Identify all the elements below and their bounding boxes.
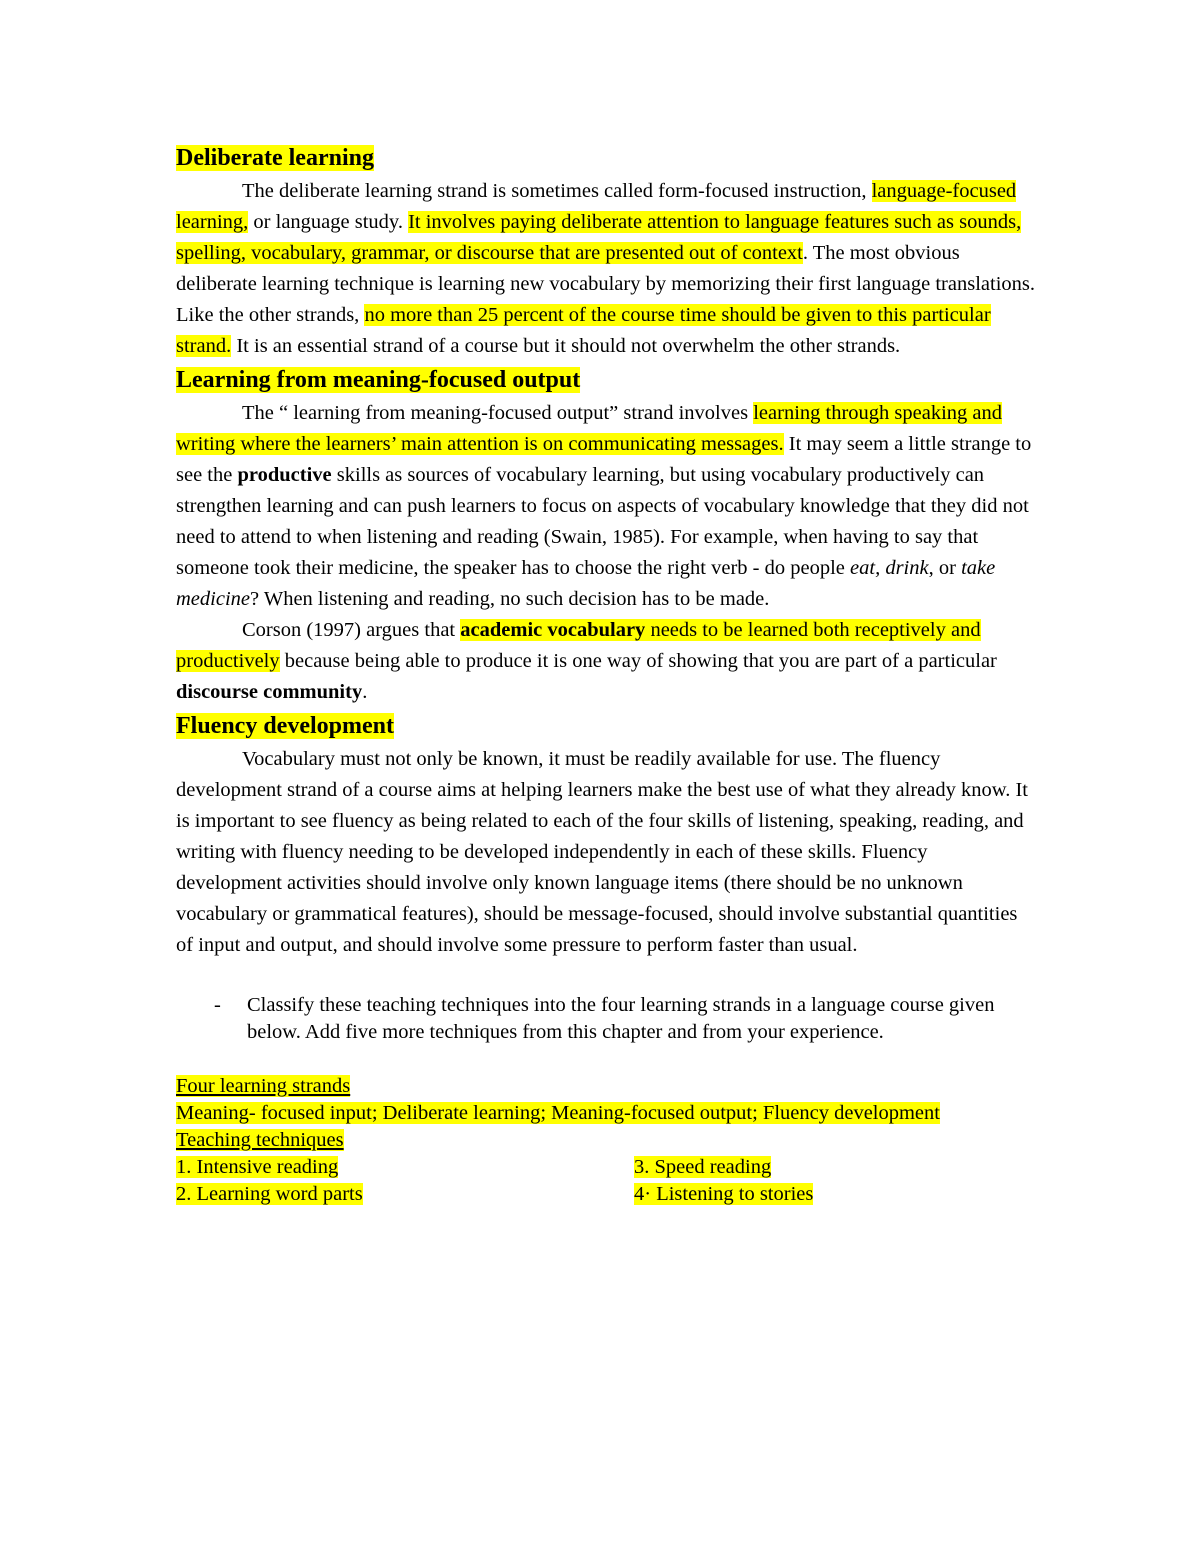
techniques-row-2 [176, 1181, 1036, 1208]
heading-meaning-focused-output [176, 362, 1036, 398]
technique-item: 3. Speed reading [634, 1156, 772, 1178]
paragraph-output-1 [176, 398, 1036, 615]
technique-item: 4· Listening to stories [634, 1183, 814, 1205]
paragraph-deliberate-2 [176, 300, 1036, 362]
highlighted-bold-text: academic vocabulary [460, 619, 646, 641]
text-run: , or [928, 557, 962, 579]
bullet-dash: - [214, 994, 221, 1016]
text-run: skills as sources of vocabulary learning, but using vocabulary productively can strengthen learning and can push learners to focus on aspects of vocabulary knowledge that they did not need to attend to when listening and reading (Swain, 1985). For example, when having to say that someone took their medicine, the speaker has to choose the right verb - do people [176, 464, 1029, 579]
techniques-row-1 [176, 1154, 1036, 1181]
techniques-title: Teaching techniques [176, 1129, 344, 1151]
document-body [176, 140, 1036, 1208]
paragraph-fluency-1: Vocabulary must not only be known, it must be readily available for use. The fluency development strand of a course aims at helping learners make the best use of what they already know. It is important to see fluency as being related to each of the four skills of listening, speaking, reading, and writing with fluency needing to be developed independently in each of these skills. Fluency development activities should involve only known language items (there should be no unknown vocabulary or grammatical features), should be message-focused, should involve substantial quantities of input and output, and should involve some pressure to perform faster than usual. [176, 748, 1028, 956]
text-run: Corson (1997) argues that [242, 619, 461, 641]
italic-text: eat, drink [850, 557, 929, 579]
bold-text: discourse community [176, 681, 363, 703]
heading-text: Learning from meaning-focused output [176, 367, 581, 393]
text-run: . [362, 681, 368, 703]
text-run: The “ learning from meaning-focused output” strand involves [242, 402, 754, 424]
text-run: or language study. [248, 211, 409, 233]
bold-text: productive [237, 464, 332, 486]
italic-text: take medicine [176, 557, 996, 610]
text-run: It is an essential strand of a course but it should not overwhelm the other strands. [231, 335, 901, 357]
text-run: . The most obvious deliberate learning technique is learning new vocabulary by memorizing their first language translations. [176, 242, 1035, 295]
heading-text: Fluency development [176, 713, 394, 739]
text-run: because being able to produce it is one way of showing that you are part of a particular [279, 650, 997, 672]
task-list-item [176, 992, 1036, 1046]
paragraph-output-2 [176, 615, 1036, 708]
highlighted-text: learning through speaking and writing where the learners’ main attention is on communicating messages. [176, 402, 1003, 455]
strands-block [176, 1073, 1036, 1208]
text-run: Like the other strands, [176, 304, 365, 326]
highlighted-text: language-focused learning, [176, 180, 1017, 233]
heading-fluency-development [176, 708, 1036, 744]
strands-list: Meaning- focused input; Deliberate learning; Meaning-focused output; Fluency development [176, 1102, 940, 1124]
task-text: Classify these teaching techniques into the four learning strands in a language course given below. Add five more techniques from this chapter and from your experience. [247, 994, 995, 1043]
text-run: The deliberate learning strand is sometimes called form-focused instruction, [242, 180, 872, 202]
technique-item: 1. Intensive reading [176, 1156, 339, 1178]
highlighted-text: no more than 25 percent of the course time should be given to this particular strand. [176, 304, 991, 357]
paragraph-deliberate-1 [176, 176, 1036, 300]
heading-deliberate-learning [176, 140, 1036, 176]
technique-item: 2. Learning word parts [176, 1183, 363, 1205]
strands-title: Four learning strands [176, 1075, 351, 1097]
highlighted-text: needs to be learned both receptively and productively [176, 619, 981, 672]
heading-text: Deliberate learning [176, 145, 374, 171]
text-run: It may seem a little strange to see the [176, 433, 1032, 486]
text-run: ? When listening and reading, no such decision has to be made. [250, 588, 770, 610]
highlighted-text: It involves paying deliberate attention to language features such as sounds, spelling, vocabulary, grammar, or discourse that are presented out of context [176, 211, 1022, 264]
